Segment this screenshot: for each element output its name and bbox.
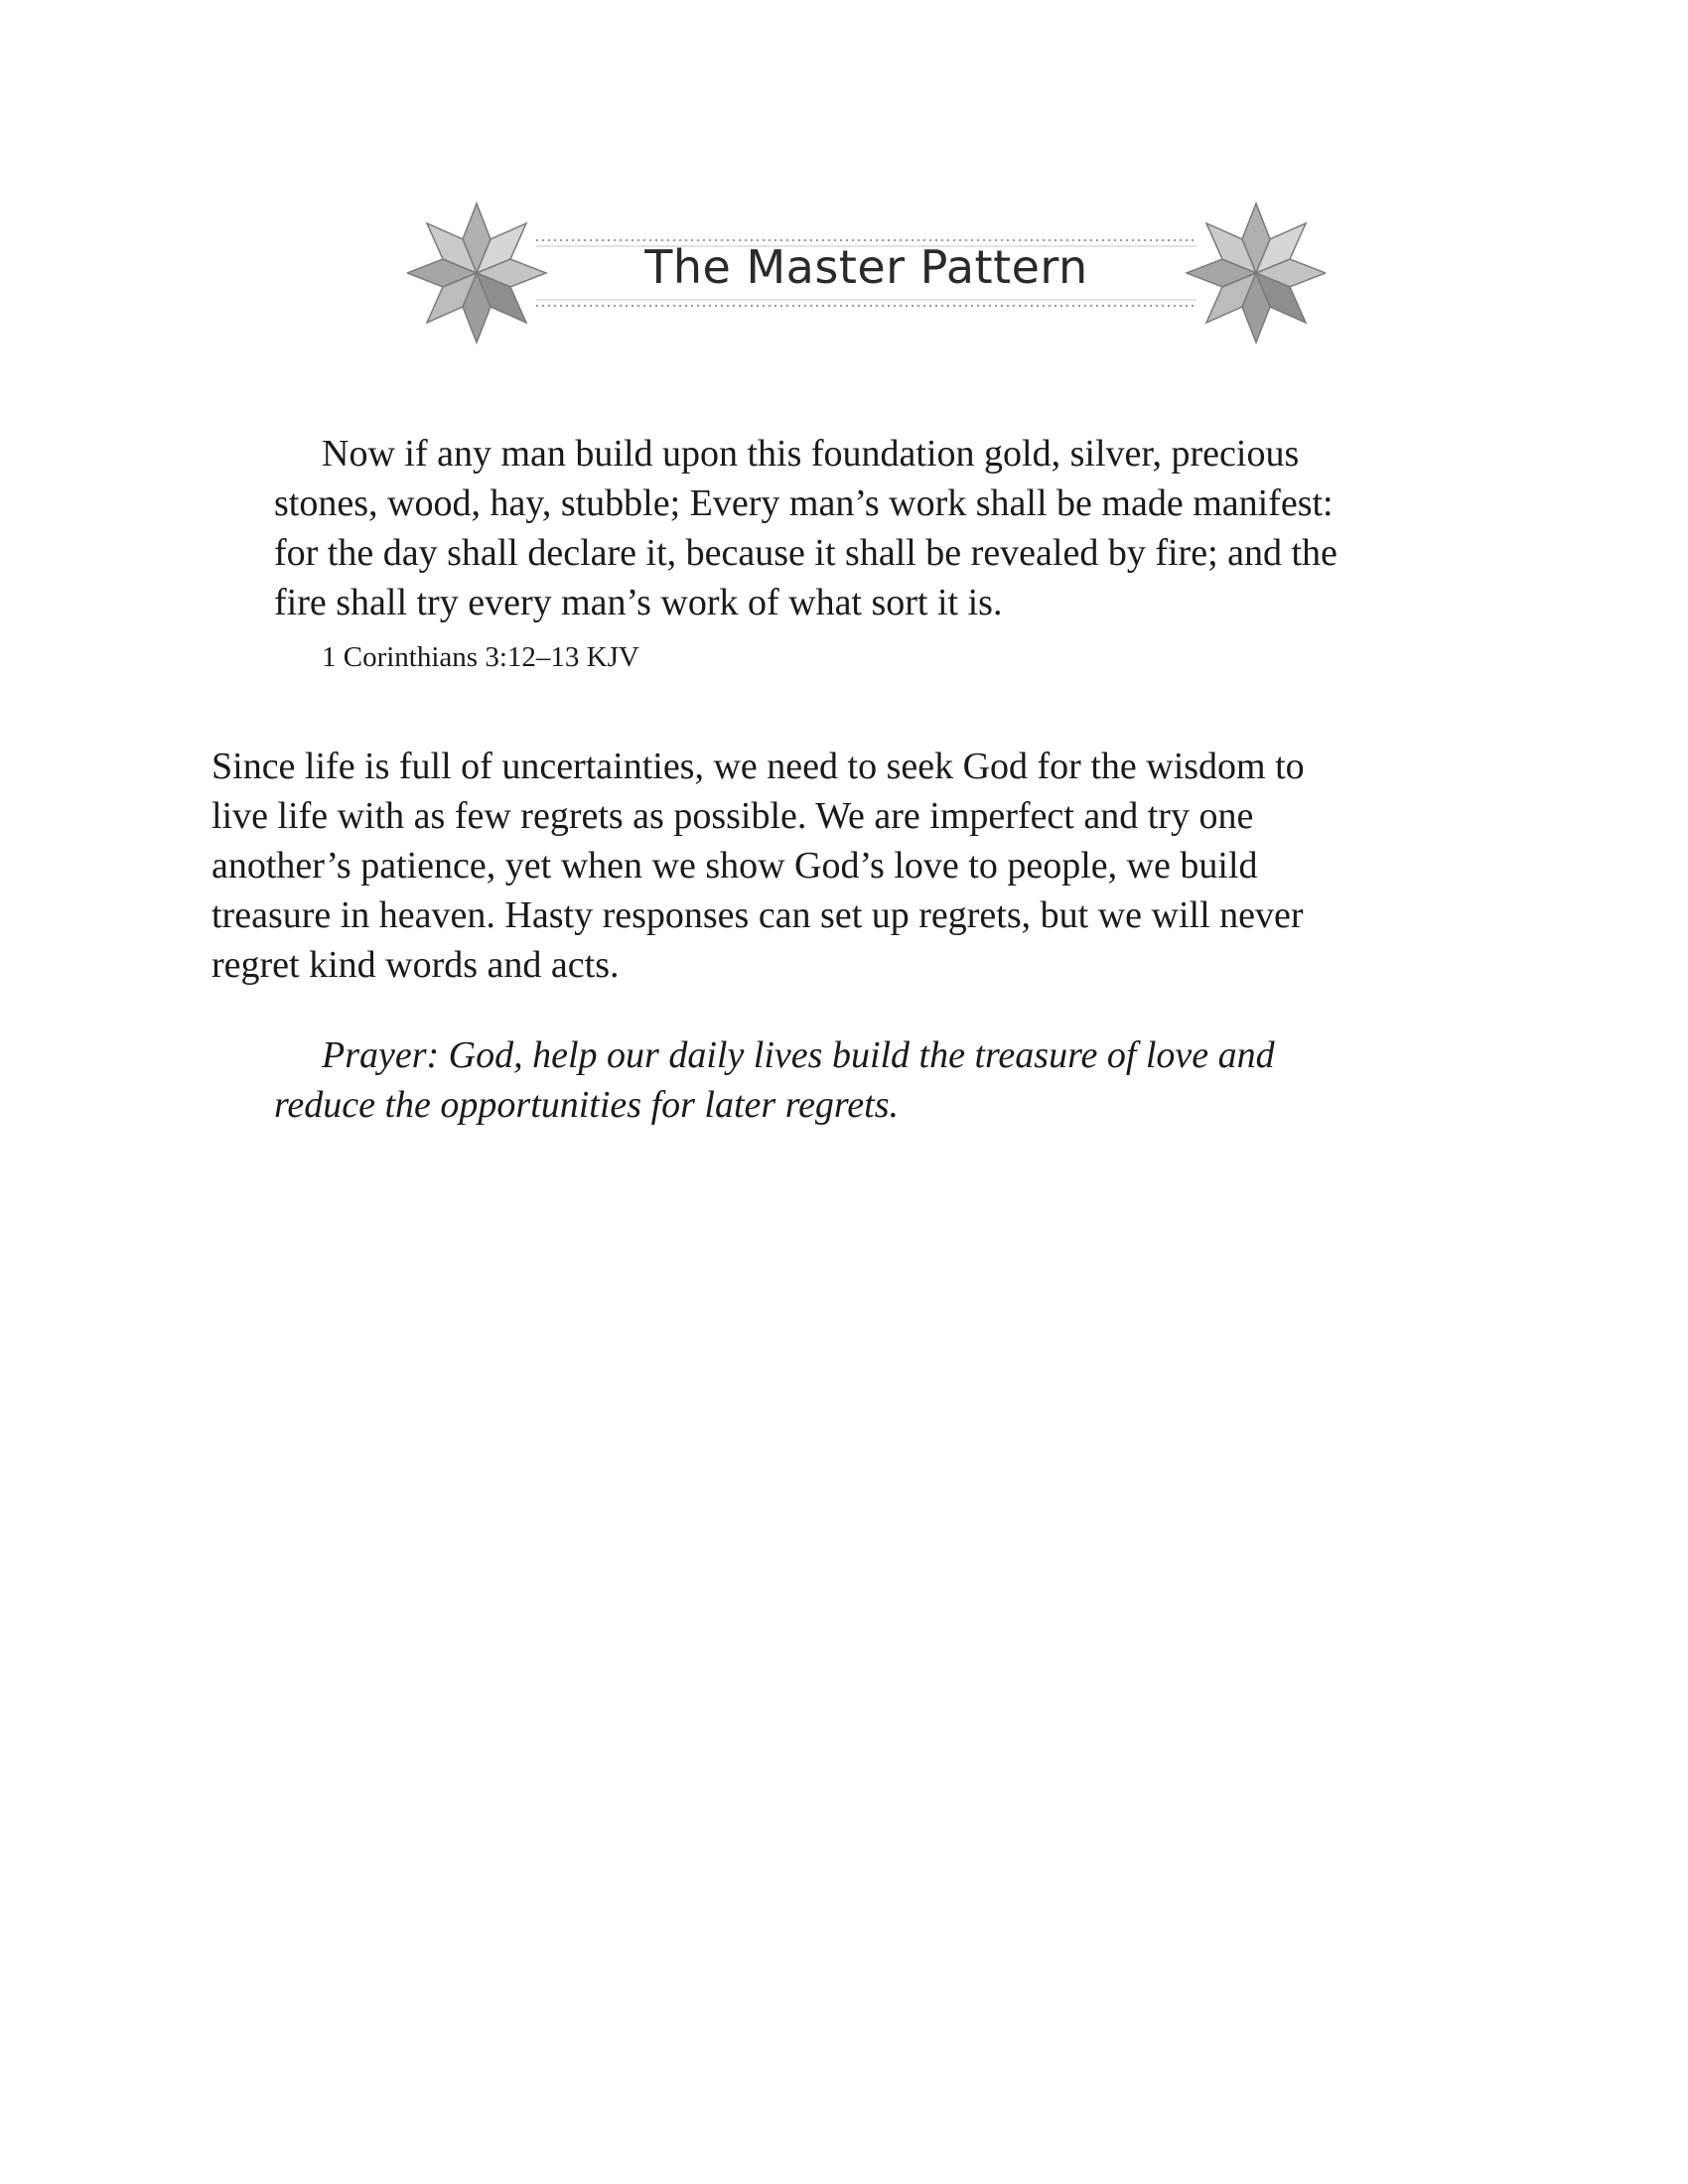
verse-line: stones, wood, hay, stubble; Every man’s work shall be made manifest: bbox=[274, 482, 1334, 524]
prayer-line: Prayer: God, help our daily lives build the treasure of love and bbox=[322, 1034, 1275, 1076]
scripture-verse bbox=[274, 429, 1466, 627]
quilt-star-icon-right bbox=[1187, 204, 1326, 342]
scripture-reference: 1 Corinthians 3:12–13 KJV bbox=[322, 641, 639, 673]
title-banner bbox=[407, 199, 1326, 347]
quilt-star-icon-left bbox=[407, 204, 546, 342]
body-line: Since life is full of uncertainties, we need to seek God for the wisdom to bbox=[211, 746, 1305, 787]
prayer-paragraph bbox=[274, 1030, 1466, 1130]
body-line: another’s patience, yet when we show God’s love to people, we build bbox=[211, 845, 1258, 887]
devotional-paragraph bbox=[211, 742, 1463, 990]
body-line: treasure in heaven. Hasty responses can set up regrets, but we will never bbox=[211, 894, 1304, 936]
body-line: live life with as few regrets as possible. We are imperfect and try one bbox=[211, 795, 1254, 837]
verse-line: for the day shall declare it, because it shall be revealed by fire; and the bbox=[274, 532, 1337, 574]
page-title: The Master Pattern bbox=[644, 240, 1088, 294]
prayer-line: reduce the opportunities for later regrets. bbox=[274, 1084, 900, 1126]
verse-line: fire shall try every man’s work of what sort it is. bbox=[274, 582, 1003, 623]
verse-line: Now if any man build upon this foundation gold, silver, precious bbox=[322, 433, 1300, 475]
body-line: regret kind words and acts. bbox=[211, 944, 620, 986]
